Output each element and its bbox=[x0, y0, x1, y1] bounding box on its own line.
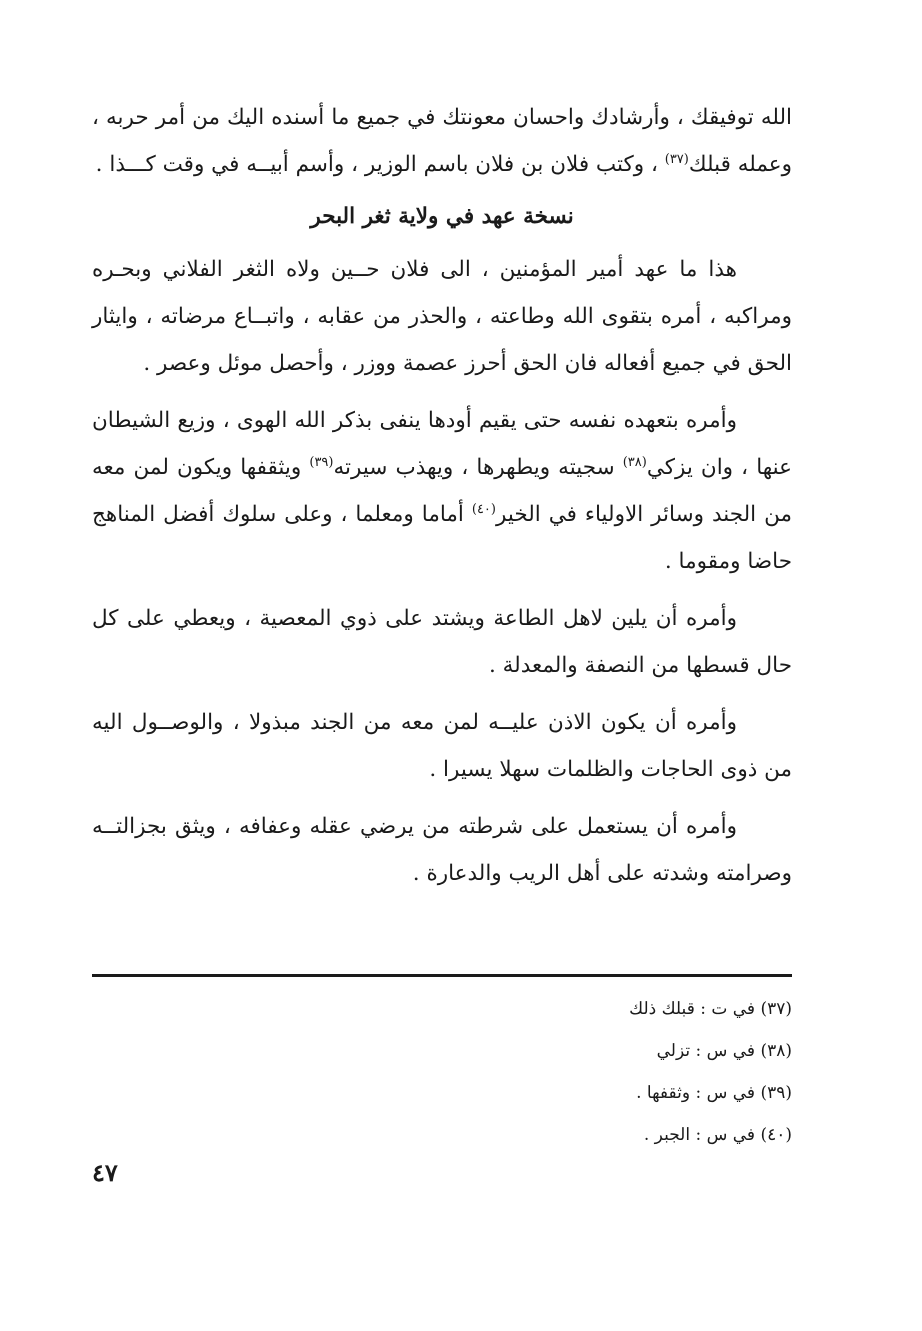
document-page bbox=[92, 92, 792, 1292]
paragraph-3: وأمره أن يلين لاهل الطاعة ويشتد على ذوي المعصية ، ويعطي على كل حال قسطها من النصفة والمعدلة . bbox=[92, 606, 792, 678]
footnote-38: (٣٨) في س : تزلي bbox=[656, 1041, 792, 1061]
footnotes bbox=[92, 988, 792, 1156]
paragraph-2-text: ويثقفها ويكون لمن معه من الجند وسائر الاولياء في الخير bbox=[92, 455, 792, 527]
intro-text-end: ، وكتب فلان بن فلان باسم الوزير ، وأسم أبيــه في وقت كـــذا . bbox=[95, 152, 665, 177]
paragraph-2 bbox=[92, 397, 792, 585]
intro-text: الله توفيقك ، وأرشادك واحسان معونتك في جميع ما أسنده اليك من أمر حربه ، وعمله قبلك bbox=[92, 105, 792, 177]
paragraph-2-text: أماما ومعلما ، وعلى سلوك أفضل المناهج حاضا ومقوما . bbox=[92, 502, 792, 574]
footnote-ref-39: (٣٩) bbox=[309, 454, 334, 470]
paragraph-5: وأمره أن يستعمل على شرطته من يرضي عقله وعفافه ، ويثق بجزالتــه وصرامته وشدته على أهل الريب والدعارة . bbox=[92, 814, 792, 886]
footnote-ref-38: (٣٨) bbox=[622, 454, 647, 470]
paragraph-1: هذا ما عهد أمير المؤمنين ، الى فلان حــين ولاه الثغر الفلاني وبحـره ومراكبه ، أمره بتقوى الله وطاعته ، والحذر من عقابه ، واتبــاع مرضاته ، وايثار الحق في جميع أفعاله فان الحق أحرز عصمة ووزر ، وأحصل موئل وعصر . bbox=[92, 257, 792, 376]
footnote-ref-37: (٣٧) bbox=[664, 151, 689, 167]
footnote-39: (٣٩) في س : وثقفها . bbox=[636, 1083, 792, 1103]
page-number: ٤٧ bbox=[92, 1158, 118, 1187]
intro-paragraph bbox=[92, 94, 792, 188]
paragraph-2-text: سجيته ويطهرها ، ويهذب سيرته bbox=[333, 455, 623, 480]
paragraph-4: وأمره أن يكون الاذن عليــه لمن معه من الجند مبذولا ، والوصــول اليه من ذوى الحاجات والظلمات سهلا يسيرا . bbox=[92, 710, 792, 782]
paragraph-2-text: وأمره بتعهده نفسه حتى يقيم أودها ينفى بذكر الله الهوى ، وزيع الشيطان عنها ، وان يزكي bbox=[92, 408, 792, 480]
footnote-40: (٤٠) في س : الجبر . bbox=[643, 1125, 792, 1145]
footnote-ref-40: (٤٠) bbox=[471, 501, 496, 517]
footnote-divider bbox=[92, 974, 792, 977]
section-heading: نسخة عهد في ولاية ثغر البحر bbox=[310, 204, 574, 229]
footnote-37: (٣٧) في ت : قبلك ذلك bbox=[629, 999, 792, 1019]
